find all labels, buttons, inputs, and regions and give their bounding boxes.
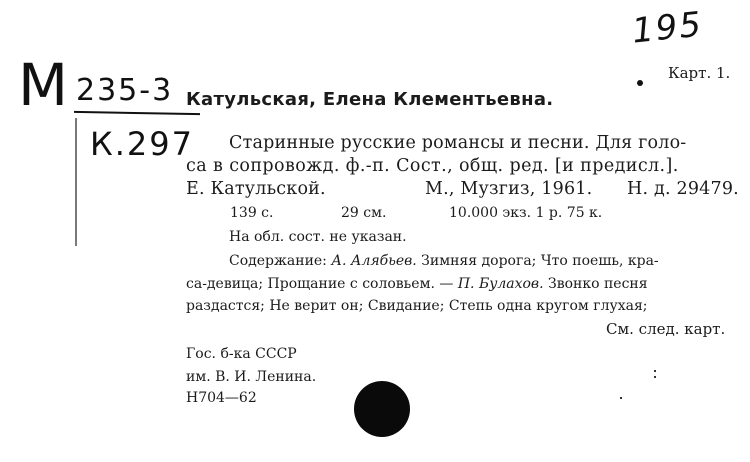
punch-hole	[354, 381, 410, 437]
description-line-2: са в сопровожд. ф.-п. Сост., общ. ред. [и предисл.].	[186, 156, 679, 176]
ink-mark	[654, 370, 656, 372]
contents-line-3: раздастся; Не верит он; Свидание; Степь одна кругом глухая;	[186, 298, 648, 314]
shelf-code-top: 235-3	[76, 73, 174, 108]
description-line-3a: Е. Катульской.	[186, 179, 326, 199]
description-line-3c: Н. д. 29479.	[627, 179, 739, 199]
ink-dot	[637, 80, 643, 86]
shelf-side-stroke	[75, 118, 77, 246]
contents-line-2b: Звонко песня	[547, 276, 648, 292]
pages: 139 с.	[230, 205, 274, 221]
author-heading: Катульская, Елена Клементьевна.	[186, 89, 554, 110]
description-line-3b: М., Музгиз, 1961.	[425, 179, 593, 199]
description-line-1: Старинные русские романсы и песни. Для голо-	[229, 133, 687, 153]
cover-note: На обл. сост. не указан.	[229, 229, 407, 245]
ink-mark	[654, 376, 656, 378]
continuation-note: См. след. карт.	[606, 320, 726, 338]
shelf-letter: М	[18, 51, 69, 119]
contents-author-2: П. Булахов.	[457, 276, 544, 292]
ink-mark	[620, 397, 622, 399]
contents-line-2a: са-девица; Прощание с соловьем. —	[186, 276, 454, 292]
copies-price: 10.000 экз. 1 р. 75 к.	[449, 205, 603, 221]
size: 29 см.	[341, 205, 387, 221]
shelf-code-bottom: К.297	[90, 125, 194, 163]
library-line-2: им. В. И. Ленина.	[186, 369, 317, 385]
library-line-3: Н704—62	[186, 390, 257, 406]
contents-line-1-rest: Зимняя дорога; Что поешь, кра-	[421, 253, 659, 269]
handwritten-number: 195	[630, 4, 705, 52]
contents-line-1	[229, 253, 659, 269]
contents-line-2	[186, 276, 648, 292]
contents-label: Содержание:	[229, 253, 327, 269]
card-number-label: Карт. 1.	[668, 64, 731, 82]
shelf-code-underline	[74, 111, 200, 115]
library-line-1: Гос. б-ка СССР	[186, 346, 297, 362]
contents-author-1: А. Алябьев.	[331, 253, 417, 269]
